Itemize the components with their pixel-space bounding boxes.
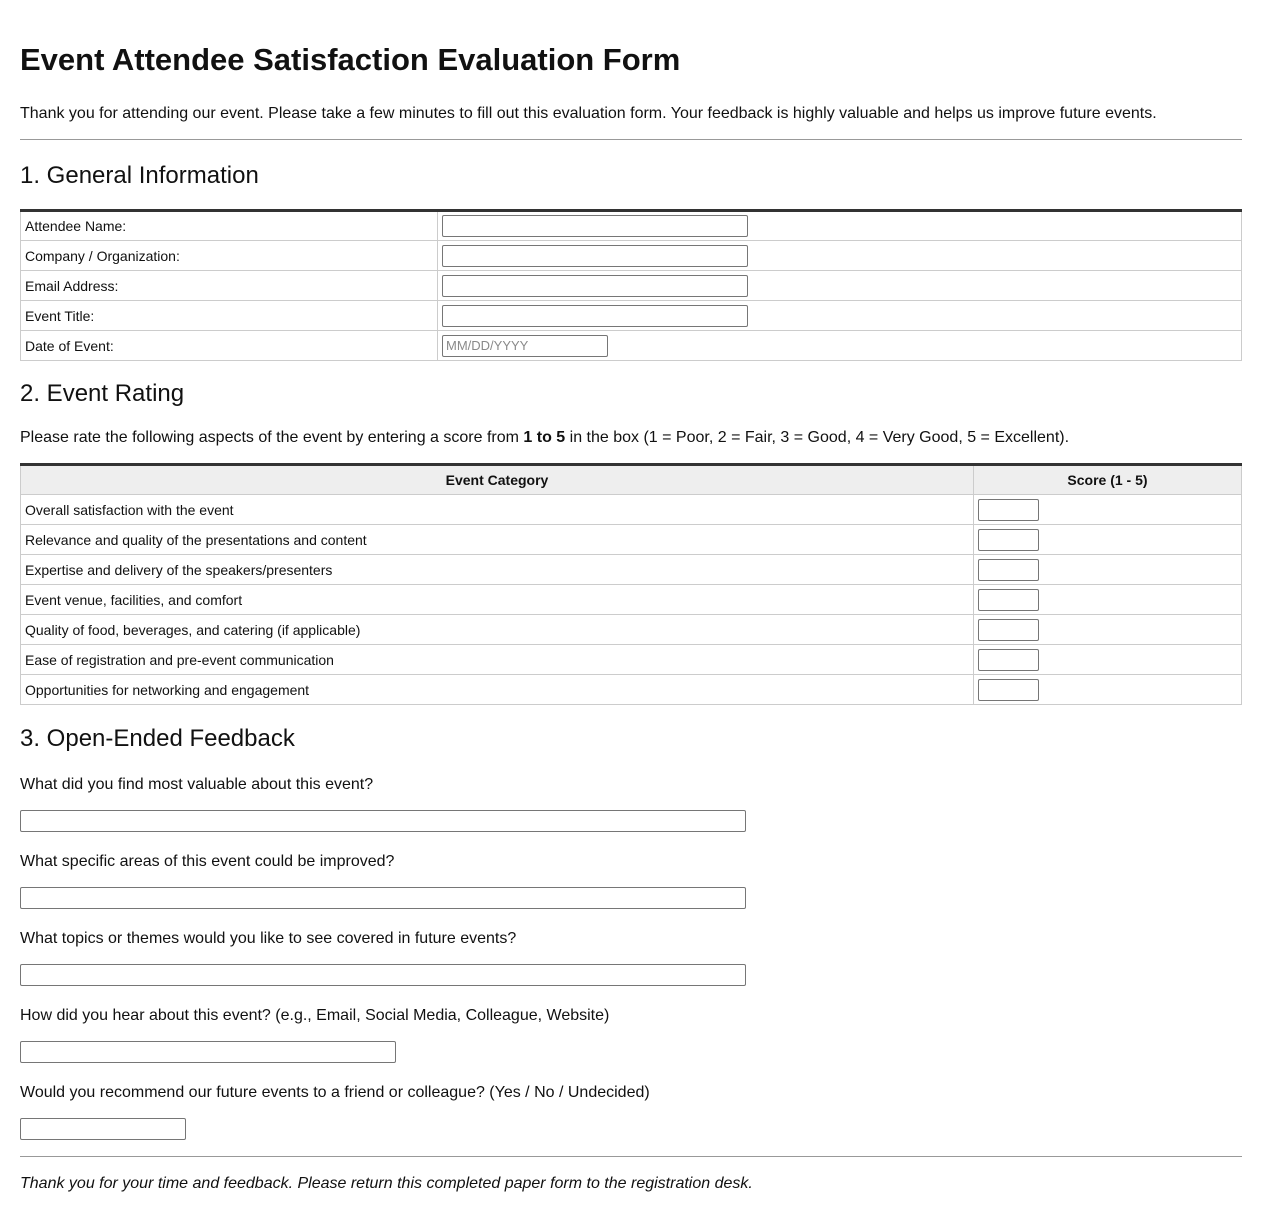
rating-category: Event venue, facilities, and comfort [21,585,974,615]
feedback-question: What did you find most valuable about this event? [20,776,374,793]
attendee-name-label: Attendee Name: [21,211,438,241]
score-input[interactable] [978,649,1039,671]
feedback-question: How did you hear about this event? (e.g., Email, Social Media, Colleague, Website) [20,1007,610,1024]
attendee-name-cell [438,211,1242,241]
referral-source-answer-field[interactable] [20,1041,396,1063]
company-cell [438,241,1242,271]
table-row [21,525,1242,555]
rating-scale-range: 1 to 5 [523,429,566,446]
score-input[interactable] [978,619,1039,641]
score-cell [974,525,1242,555]
table-row [21,331,1242,361]
future-topics-answer-field[interactable] [20,964,746,986]
category-column-header: Event Category [21,465,974,495]
email-cell [438,271,1242,301]
feedback-question: What topics or themes would you like to see covered in future events? [20,930,517,947]
table-row [21,675,1242,705]
email-field[interactable] [442,275,748,297]
feedback-question: What specific areas of this event could be improved? [20,853,395,870]
recommend-answer-field[interactable] [20,1118,186,1140]
closing-note: Thank you for your time and feedback. Please return this completed paper form to the registration desk. [20,1175,753,1192]
score-cell [974,495,1242,525]
table-row [21,301,1242,331]
event-title-label: Event Title: [21,301,438,331]
event-title-cell [438,301,1242,331]
event-date-cell [438,331,1242,361]
table-row [21,241,1242,271]
open-feedback-heading: 3. Open-Ended Feedback [20,725,295,752]
divider [20,1156,1242,1157]
table-row [21,495,1242,525]
general-info-heading: 1. General Information [20,162,259,189]
rating-note-end: in the box (1 = Poor, 2 = Fair, 3 = Good, 4 = Very Good, 5 = Excellent). [565,429,1070,446]
score-input[interactable] [978,499,1039,521]
score-cell [974,675,1242,705]
rating-category: Overall satisfaction with the event [21,495,974,525]
score-cell [974,555,1242,585]
rating-category: Relevance and quality of the presentations and content [21,525,974,555]
score-cell [974,645,1242,675]
table-row [21,271,1242,301]
score-input[interactable] [978,559,1039,581]
score-cell [974,585,1242,615]
rating-table [20,463,1242,705]
email-label: Email Address: [21,271,438,301]
event-rating-heading: 2. Event Rating [20,380,185,407]
rating-category: Ease of registration and pre-event communication [21,645,974,675]
table-row [21,585,1242,615]
table-row [21,211,1242,241]
rating-category: Quality of food, beverages, and catering (if applicable) [21,615,974,645]
intro-text: Thank you for attending our event. Please take a few minutes to fill out this evaluation form. Your feedback is highly valuable and helps us improve future events. [20,105,1157,122]
score-input[interactable] [978,589,1039,611]
rating-instructions [20,428,1242,448]
table-row [21,555,1242,585]
rating-note-start: Please rate the following aspects of the event by entering a score from [20,429,524,446]
general-info-table [20,209,1242,361]
feedback-question: Would you recommend our future events to a friend or colleague? (Yes / No / Undecided) [20,1084,650,1101]
rating-header-row [21,465,1242,495]
score-column-header: Score (1 - 5) [974,465,1242,495]
improvements-answer-field[interactable] [20,887,746,909]
score-input[interactable] [978,529,1039,551]
company-field[interactable] [442,245,748,267]
table-row [21,615,1242,645]
divider [20,139,1242,140]
most-valuable-answer-field[interactable] [20,810,746,832]
score-cell [974,615,1242,645]
company-label: Company / Organization: [21,241,438,271]
event-title-field[interactable] [442,305,748,327]
score-input[interactable] [978,679,1039,701]
event-date-label: Date of Event: [21,331,438,361]
attendee-name-field[interactable] [442,215,748,237]
rating-category: Expertise and delivery of the speakers/presenters [21,555,974,585]
form-title: Event Attendee Satisfaction Evaluation Form [20,42,681,77]
event-date-field[interactable]: MM/DD/YYYY [442,335,608,357]
rating-category: Opportunities for networking and engagement [21,675,974,705]
table-row [21,645,1242,675]
